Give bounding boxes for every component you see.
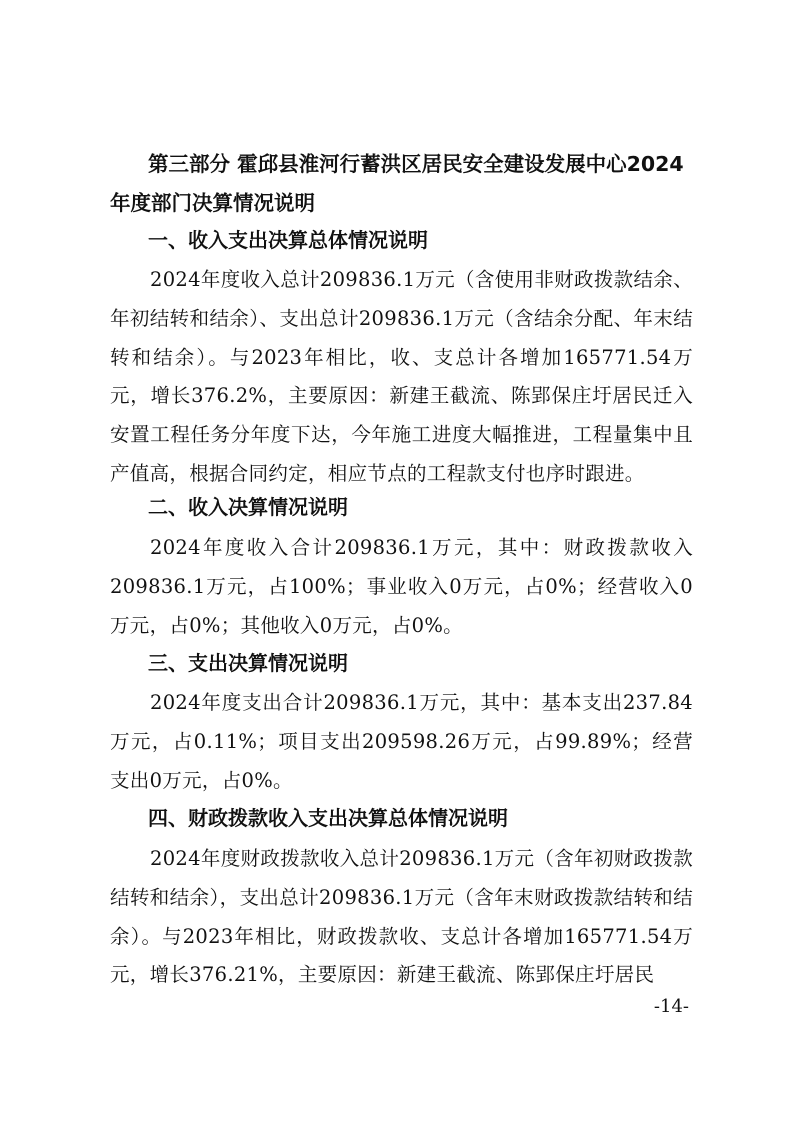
- section-paragraph-4: 2024年度财政拨款收入总计209836.1万元（含年初财政拨款结转和结余），支出总计209836.1万元（含年末财政拨款结转和结余）。与2023年相比，财政拨款收、支总计各增加165771.54万元，增长376.21%，主要原因：新建王截流、陈郢保庄圩居民: [110, 847, 693, 987]
- section-heading-1: 一、收入支出决算总体情况说明: [148, 228, 428, 252]
- page-number: -14-: [653, 996, 689, 1017]
- section-paragraph-2: 2024年度收入合计209836.1万元，其中：财政拨款收入209836.1万元，占100%；事业收入0万元，占0%；经营收入0万元，占0%；其他收入0万元，占0%。: [110, 536, 693, 637]
- section-paragraph-3: 2024年度支出合计209836.1万元，其中：基本支出237.84万元，占0.11%；项目支出209598.26万元，占99.89%；经营支出0万元，占0%。: [110, 691, 693, 792]
- section-paragraph-1: 2024年度收入总计209836.1万元（含使用非财政拨款结余、年初结转和结余）、支出总计209836.1万元（含结余分配、年末结转和结余）。与2023年相比，收、支总计各增加165771.54万元，增长376.2%，主要原因：新建王截流、陈郢保庄圩居民迁入安置工程任务分年度下达，今年施工进度大幅推进，工程量集中且产值高，根据合同约定，相应节点的工程款支付也序时跟进。: [110, 268, 693, 485]
- section-heading-2: 二、收入决算情况说明: [148, 495, 348, 519]
- section-heading-3: 三、支出决算情况说明: [148, 651, 348, 675]
- document-title: 第三部分 霍邱县淮河行蓄洪区居民安全建设发展中心2024年度部门决算情况说明: [110, 152, 684, 215]
- section-heading-4: 四、财政拨款收入支出决算总体情况说明: [148, 806, 508, 830]
